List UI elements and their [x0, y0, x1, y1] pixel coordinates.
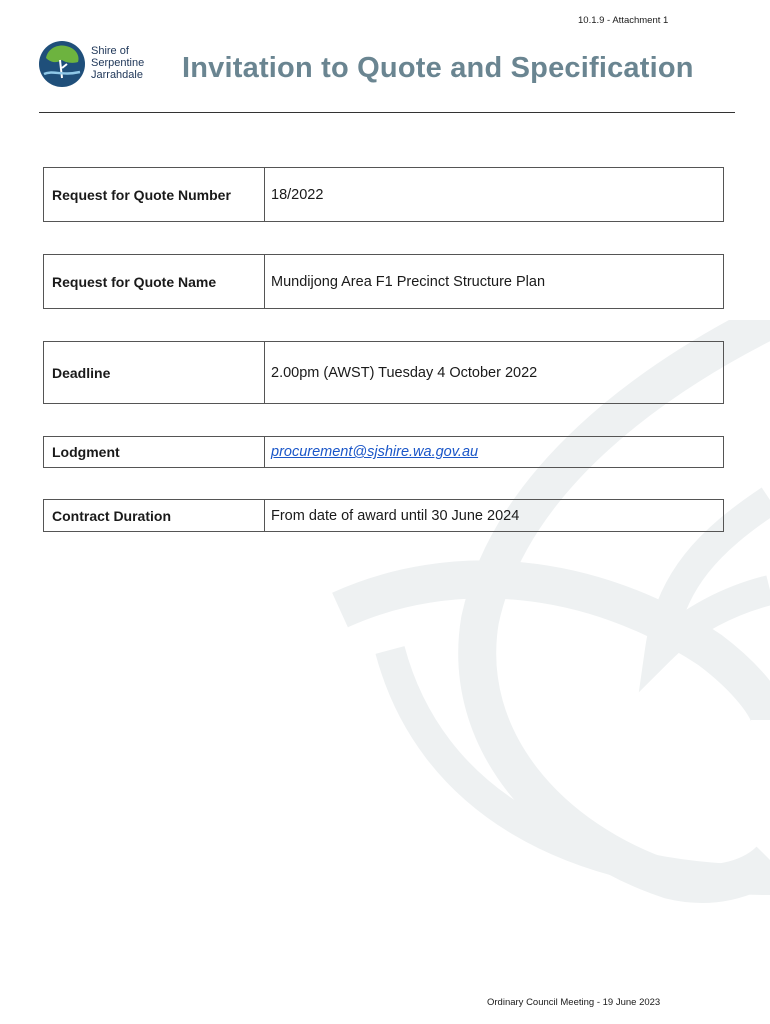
row-value: 18/2022	[271, 186, 324, 203]
attachment-label: 10.1.9 - Attachment 1	[578, 15, 669, 26]
row-value	[265, 437, 723, 467]
row-label: Request for Quote Number	[44, 168, 265, 221]
row-label: Request for Quote Name	[44, 255, 265, 308]
header-divider	[39, 112, 735, 113]
lodgment-email-link[interactable]: procurement@sjshire.wa.gov.au	[271, 444, 479, 460]
table-row-quote-number	[43, 167, 724, 222]
footer-meeting-label: Ordinary Council Meeting - 19 June 2023	[487, 997, 661, 1008]
tree-logo-icon	[38, 40, 86, 88]
table-row-lodgment	[43, 436, 724, 468]
row-value: From date of award until 30 June 2024	[271, 507, 520, 524]
row-value: Mundijong Area F1 Precinct Structure Plan	[271, 273, 546, 290]
logo-line: Jarrahdale	[91, 69, 143, 81]
row-label: Lodgment	[44, 437, 265, 467]
logo-line: Shire of	[91, 45, 129, 57]
table-row-deadline	[43, 341, 724, 404]
table-row-contract-duration	[43, 499, 724, 532]
row-label: Contract Duration	[44, 500, 265, 531]
page-title: Invitation to Quote and Specification	[182, 52, 694, 84]
logo-line: Serpentine	[91, 57, 145, 69]
row-value: 2.00pm (AWST) Tuesday 4 October 2022	[271, 364, 538, 381]
table-row-quote-name	[43, 254, 724, 309]
watermark-leaf-graphic	[330, 320, 770, 1020]
shire-logo	[38, 40, 158, 90]
row-label: Deadline	[44, 342, 265, 403]
logo-text	[91, 45, 144, 81]
